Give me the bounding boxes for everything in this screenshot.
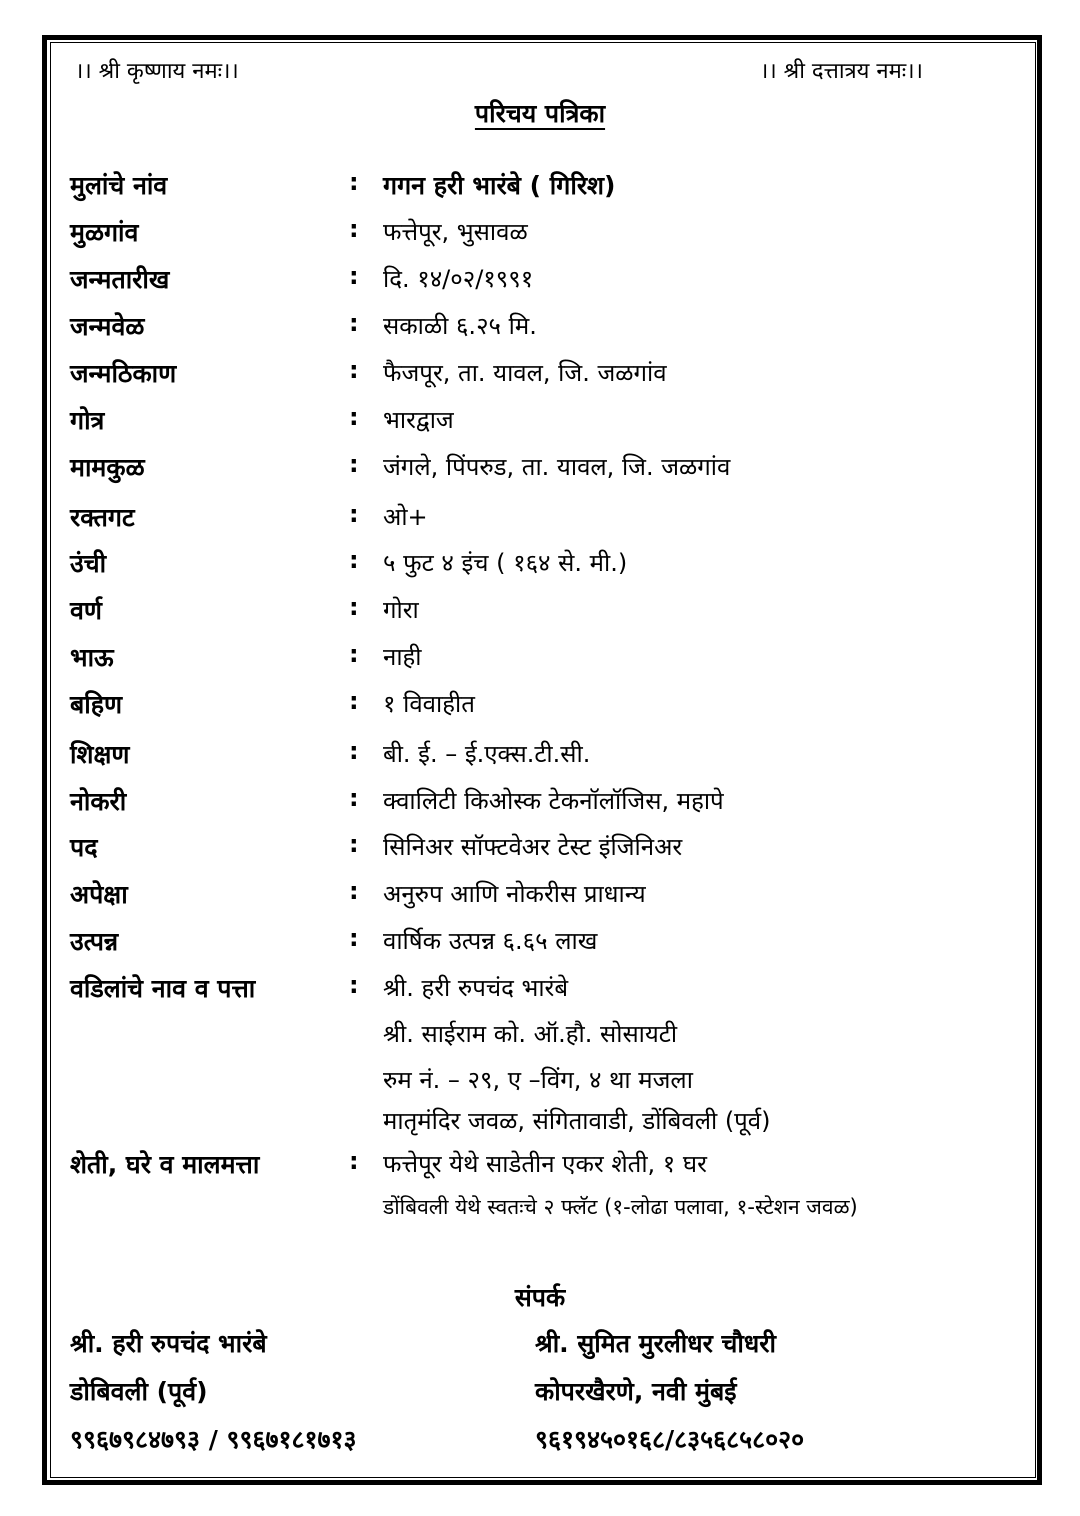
address-line: रुम नं. – २९, ए –विंग, ४ था मजला [383,1066,693,1094]
colon: : [349,830,359,858]
colon: : [349,262,359,290]
detail-label: नोकरी [70,787,127,816]
detail-value: ५ फुट ४ इंच ( १६४ से. मी.) [383,549,628,577]
colon: : [349,784,359,812]
invocation-left: ।। श्री कृष्णाय नमः।। [75,59,239,84]
colon: : [349,168,359,196]
detail-label: जन्मवेळ [70,312,145,341]
colon: : [349,593,359,621]
detail-value: सिनिअर सॉफ्टवेअर टेस्ट इंजिनिअर [383,833,683,861]
detail-value: १ विवाहीत [383,690,475,718]
colon: : [349,737,359,765]
detail-value: फत्तेपूर येथे साडेतीन एकर शेती, १ घर [383,1150,707,1178]
detail-label: जन्मतारीख [70,265,170,294]
detail-value: जंगले, पिंपरुड, ता. यावल, जि. जळगांव [383,453,731,481]
detail-label: मुळगांव [70,218,139,247]
detail-value: सकाळी ६.२५ मि. [383,312,537,340]
detail-value: श्री. हरी रुपचंद भारंबे [383,974,569,1002]
detail-label: शिक्षण [70,740,130,769]
detail-value: नाही [383,643,422,671]
contact-right-place: कोपरखैरणे, नवी मुंबई [535,1377,737,1406]
detail-value: ओ+ [383,503,428,531]
invocation-right: ।। श्री दत्तात्रय नमः।। [760,59,923,84]
detail-label: वडिलांचे नाव व पत्ता [70,974,256,1003]
colon: : [349,450,359,478]
contact-left-phone: ९९६७९८४७९३ / ९९६७१८१७१३ [70,1425,357,1454]
colon: : [349,309,359,337]
colon: : [349,356,359,384]
colon: : [349,924,359,952]
detail-value: बी. ई. – ई.एक्स.टी.सी. [383,740,591,768]
detail-value: क्वालिटी किओस्क टेकनॉलॉजिस, महापे [383,787,724,815]
detail-label: उंची [70,549,107,578]
detail-label: अपेक्षा [70,880,128,909]
detail-value: फत्तेपूर, भुसावळ [383,218,528,246]
detail-label: मुलांचे नांव [70,171,168,200]
detail-label: बहिण [70,690,123,719]
detail-value: अनुरुप आणि नोकरीस प्राधान्य [383,880,646,908]
colon: : [349,500,359,528]
contact-right-phone: ९६१९४५०१६८/८३५६८५८०२० [535,1425,805,1454]
detail-label: पद [70,833,98,862]
detail-label: उत्पन्न [70,927,119,956]
detail-label: जन्मठिकाण [70,359,177,388]
colon: : [349,403,359,431]
detail-value: गगन हरी भारंबे ( गिरिश) [383,171,616,200]
detail-value: दि. १४/०२/१९९१ [383,265,534,293]
detail-label: वर्ण [70,596,102,625]
contact-right-name: श्री. सुमित मुरलीधर चौधरी [535,1329,776,1358]
colon: : [349,215,359,243]
page-title: परिचय पत्रिका [474,99,606,128]
colon: : [349,687,359,715]
contact-left-place: डोबिवली (पूर्व) [70,1377,208,1406]
contact-heading: संपर्क [514,1283,566,1312]
colon: : [349,546,359,574]
property-extra-line: डोंबिवली येथे स्वतःचे २ फ्लॅट (१-लोढा पलावा, १-स्टेशन जवळ) [383,1195,858,1219]
detail-label: शेती, घरे व मालमत्ता [70,1150,260,1179]
address-line: मातृमंदिर जवळ, संगितावाडी, डोंबिवली (पूर्व) [383,1107,771,1135]
colon: : [349,1147,359,1175]
contact-left-name: श्री. हरी रुपचंद भारंबे [70,1329,267,1358]
detail-value: फैजपूर, ता. यावल, जि. जळगांव [383,359,667,387]
colon: : [349,640,359,668]
detail-label: मामकुळ [70,453,145,482]
colon: : [349,877,359,905]
detail-value: गोरा [383,596,419,624]
detail-value: वार्षिक उत्पन्न ६.६५ लाख [383,927,598,955]
detail-label: गोत्र [70,406,105,435]
detail-label: रक्तगट [70,503,135,532]
colon: : [349,971,359,999]
detail-label: भाऊ [70,643,114,672]
address-line: श्री. साईराम को. ऑ.हौ. सोसायटी [383,1020,678,1048]
detail-value: भारद्वाज [383,406,454,434]
